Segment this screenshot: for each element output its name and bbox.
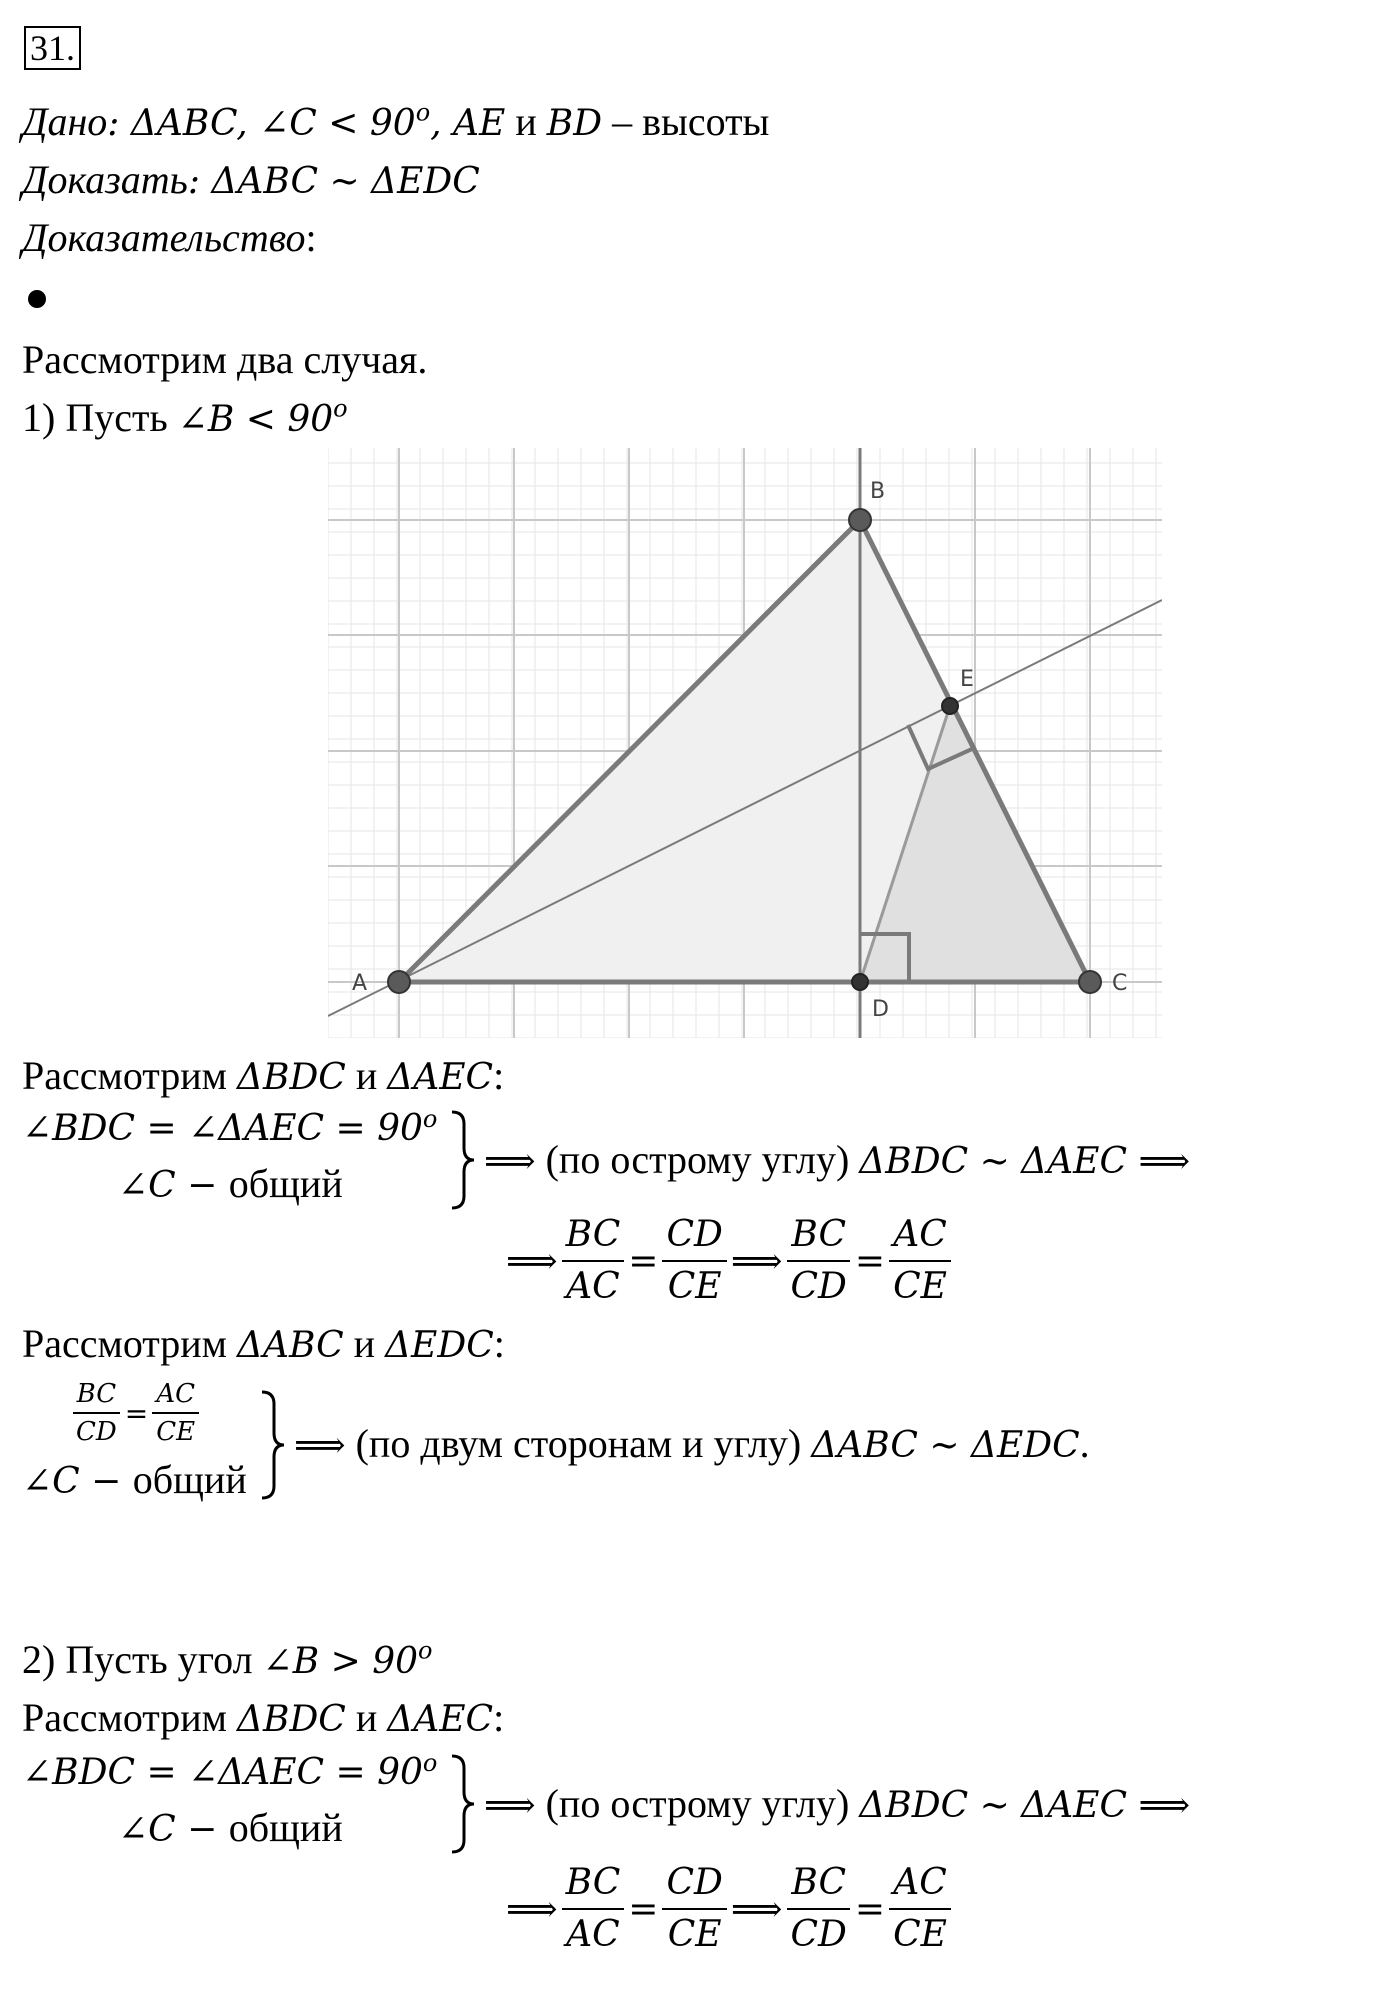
prove-math: : ΔABC ~ ΔEDC	[187, 161, 480, 202]
fraction-num: BC	[562, 1858, 625, 1910]
angle-common-2	[22, 1456, 247, 1506]
label-e: E	[960, 667, 974, 692]
angle-c: ∠C	[118, 1809, 176, 1850]
consider-and: и	[345, 1053, 388, 1098]
equals-sign: =	[854, 1240, 886, 1282]
fraction-num: AC	[152, 1376, 199, 1414]
fraction-den: CD	[790, 1266, 847, 1307]
brace-1	[448, 1110, 478, 1210]
angle-c: ∠C	[118, 1165, 176, 1206]
case1-math: ∠B < 90	[177, 399, 334, 440]
consider-prefix: Рассмотрим	[22, 1321, 237, 1366]
point-a	[388, 971, 410, 993]
fraction-bc-cd	[786, 1858, 850, 1960]
consider-prefix: Рассмотрим	[22, 1053, 237, 1098]
case1-line	[22, 394, 348, 444]
fraction-bc-ac	[562, 1210, 625, 1312]
implies-sign: ⟹	[484, 1141, 536, 1182]
conclusion-acute-2	[484, 1780, 1190, 1830]
fraction-bc-cd	[786, 1210, 850, 1312]
angles-eq-text: ∠BDC = ∠ΔAEC = 90	[22, 1108, 423, 1149]
point-d	[852, 974, 868, 990]
case2-math: ∠B > 90	[262, 1641, 419, 1682]
conclusion-acute-1	[484, 1136, 1190, 1186]
angle-dash: −	[79, 1461, 133, 1502]
implies-sign-2: ⟹	[1127, 1785, 1191, 1826]
given-and: и	[505, 99, 547, 144]
angles-eq-text: ∠BDC = ∠ΔAEC = 90	[22, 1752, 423, 1793]
consider-t2: ΔAEC	[387, 1057, 494, 1098]
fraction-num: BC	[73, 1376, 120, 1414]
implies-sign-2: ⟹	[1127, 1141, 1191, 1182]
fraction-num: CD	[662, 1858, 726, 1910]
consider-and: и	[343, 1321, 386, 1366]
angle-c: ∠C	[22, 1461, 80, 1502]
fraction-num: AC	[889, 1210, 951, 1262]
label-a: A	[352, 971, 368, 996]
case2-sup: o	[418, 1636, 433, 1665]
given-math-2: , AE	[430, 103, 506, 144]
equals-sign: =	[124, 1396, 149, 1430]
consider-bdc-aec-1	[22, 1052, 504, 1102]
brace-3	[448, 1754, 478, 1854]
equals-sign: =	[628, 1888, 659, 1930]
consider-abc-edc	[22, 1320, 505, 1370]
bullet	[28, 290, 46, 308]
given-line	[22, 98, 769, 148]
sim-abc-edc: ΔABC ~ ΔEDC	[811, 1425, 1080, 1466]
angle-word: общий	[228, 1805, 343, 1850]
fraction-cd-ce	[662, 1858, 726, 1960]
consider-colon: :	[493, 1321, 505, 1366]
fraction-num: BC	[787, 1210, 850, 1262]
ratios-implies: ⟹	[730, 1888, 783, 1930]
fraction-den: AC	[566, 1266, 620, 1307]
prove-label: Доказать	[22, 157, 188, 202]
reason-two-sides: (по двум сторонам и углу)	[345, 1421, 812, 1466]
point-b	[849, 509, 871, 531]
fraction-den: CD	[76, 1417, 117, 1447]
case1-sup: o	[333, 394, 348, 423]
cases-intro: Рассмотрим два случая.	[22, 337, 428, 382]
brace-2	[258, 1390, 288, 1500]
consider-prefix: Рассмотрим	[22, 1695, 237, 1740]
proof-colon: :	[305, 215, 317, 260]
ratios-2	[506, 1858, 955, 1960]
angle-common-3	[118, 1804, 343, 1854]
fraction-num: CD	[662, 1210, 726, 1262]
fraction-bc-ac	[562, 1858, 625, 1960]
sim-bdc-aec: ΔBDC ~ ΔAEC	[859, 1785, 1127, 1826]
consider-t1: ΔBDC	[236, 1699, 346, 1740]
fraction-ac-ce-small	[152, 1376, 199, 1450]
angle-word: общий	[228, 1161, 343, 1206]
angles-eq-sup: o	[422, 1105, 438, 1133]
fraction-den: CE	[893, 1914, 947, 1955]
prove-line	[22, 156, 480, 206]
ratios-1	[506, 1210, 955, 1312]
consider-and: и	[345, 1695, 388, 1740]
case2-line	[22, 1636, 432, 1686]
geometry-figure	[328, 448, 1162, 1038]
label-d: D	[872, 997, 889, 1022]
fraction-den: CE	[667, 1914, 722, 1955]
fraction-ac-ce	[889, 1210, 951, 1312]
consider-bdc-aec-2	[22, 1694, 504, 1744]
fraction-num: BC	[562, 1210, 625, 1262]
case2-prefix: 2) Пусть угол	[22, 1637, 263, 1682]
consider-t2: ΔEDC	[385, 1325, 494, 1366]
consider-colon: :	[493, 1695, 505, 1740]
proof-line	[22, 214, 317, 262]
sim-bdc-aec: ΔBDC ~ ΔAEC	[859, 1141, 1127, 1182]
problem-number: 31.	[24, 26, 81, 70]
point-c	[1079, 971, 1101, 993]
given-label: Дано	[22, 99, 108, 144]
angles-eq-1	[22, 1105, 438, 1149]
angle-word: общий	[132, 1457, 247, 1502]
consider-t1: ΔABC	[236, 1325, 344, 1366]
reason-acute: (по острому углу)	[535, 1137, 860, 1182]
equals-sign: =	[628, 1240, 659, 1282]
fraction-den: AC	[566, 1914, 620, 1955]
fraction-den: CD	[790, 1914, 847, 1955]
proof-label: Доказательство	[22, 215, 306, 260]
reason-acute: (по острому углу)	[535, 1781, 860, 1826]
consider-t2: ΔAEC	[387, 1699, 494, 1740]
point-e	[942, 698, 958, 714]
label-c: C	[1112, 971, 1128, 996]
equals-sign: =	[854, 1888, 886, 1930]
angle-common-1	[118, 1160, 343, 1210]
ratios-implies: ⟹	[730, 1240, 783, 1282]
label-b: B	[870, 479, 886, 504]
fraction-num: BC	[787, 1858, 850, 1910]
fraction-ac-ce	[889, 1858, 951, 1960]
angle-dash: −	[175, 1165, 229, 1206]
given-tail: – высоты	[602, 99, 770, 144]
fraction-num: AC	[889, 1858, 951, 1910]
fraction-den: CE	[156, 1417, 196, 1447]
given-sup: o	[415, 98, 431, 127]
final-dot: .	[1079, 1421, 1090, 1466]
given-bd: BD	[546, 103, 603, 144]
implies-sign: ⟹	[294, 1425, 346, 1466]
conclusion-two-sides	[294, 1420, 1090, 1470]
fraction-cd-ce	[662, 1210, 726, 1312]
ratios-implies: ⟹	[506, 1888, 558, 1930]
consider-colon: :	[493, 1053, 505, 1098]
small-ratio	[68, 1376, 203, 1450]
fraction-bc-cd-small	[72, 1376, 121, 1450]
angles-eq-sup: o	[422, 1749, 438, 1777]
implies-sign: ⟹	[484, 1785, 536, 1826]
given-math: : ΔABC, ∠C < 90	[107, 103, 416, 144]
ratios-implies: ⟹	[506, 1240, 558, 1282]
consider-t1: ΔBDC	[236, 1057, 346, 1098]
fraction-den: CE	[893, 1266, 947, 1307]
angles-eq-2	[22, 1749, 438, 1793]
case1-prefix: 1) Пусть	[22, 395, 178, 440]
fraction-den: CE	[667, 1266, 722, 1307]
angle-dash: −	[175, 1809, 229, 1850]
